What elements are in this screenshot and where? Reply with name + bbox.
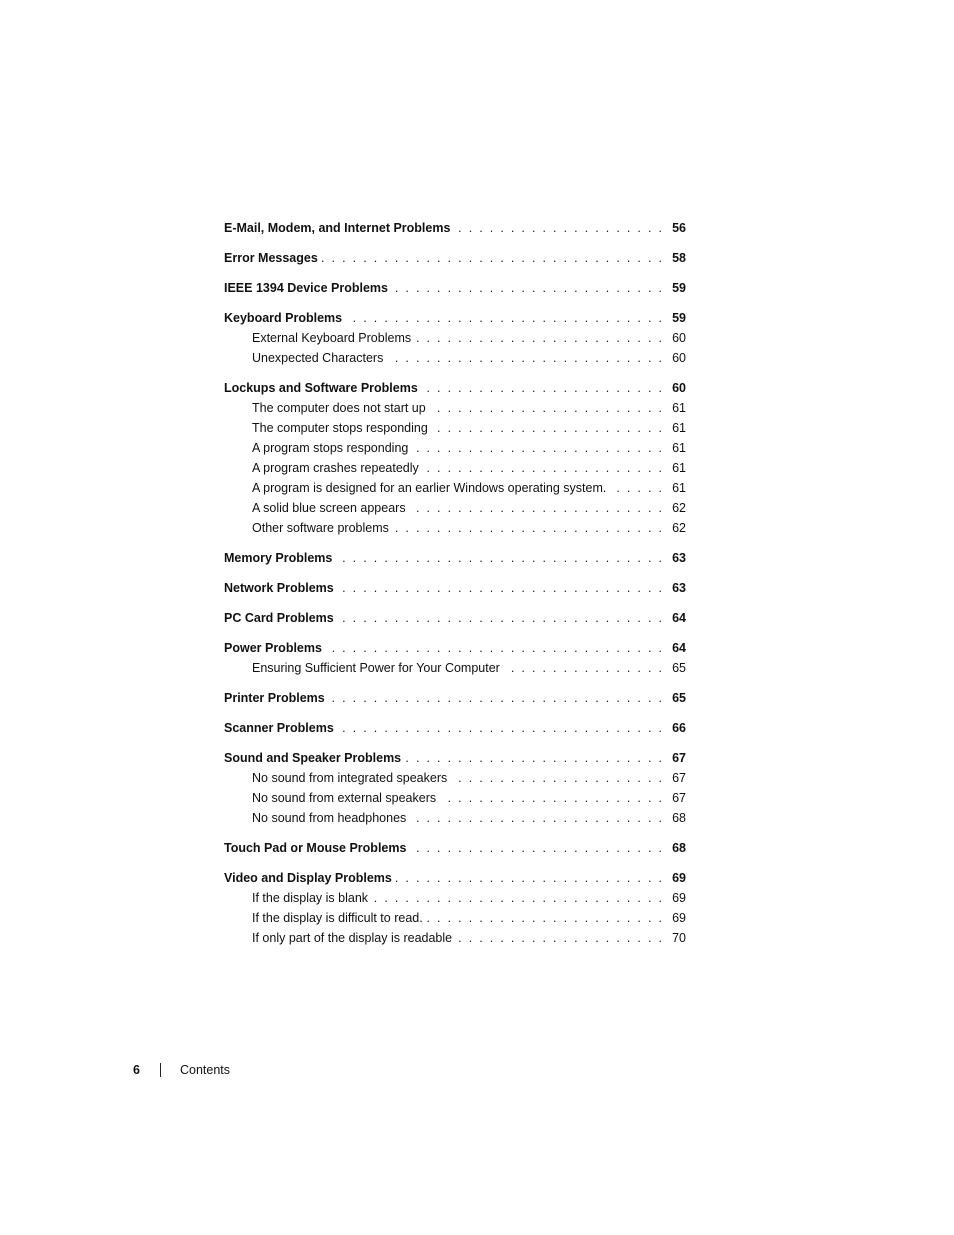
toc-subsection-title: The computer does not start up bbox=[252, 401, 426, 415]
toc-section-entry[interactable] bbox=[224, 578, 686, 598]
toc-subsection-title: If the display is blank bbox=[252, 891, 369, 905]
toc-subsection-page-number: 60 bbox=[672, 351, 686, 365]
toc-subsection-entry[interactable] bbox=[224, 518, 686, 538]
toc-section-page-number: 63 bbox=[672, 551, 686, 565]
toc-subsection-title: A program crashes repeatedly bbox=[252, 461, 419, 475]
table-of-contents bbox=[224, 218, 686, 948]
toc-section-page-number: 59 bbox=[672, 281, 686, 295]
toc-section-title: E-Mail, Modem, and Internet Problems bbox=[224, 221, 451, 235]
toc-section-entry[interactable] bbox=[224, 308, 686, 328]
toc-subsection-title: A solid blue screen appears bbox=[252, 501, 406, 515]
toc-section-page-number: 60 bbox=[672, 381, 686, 395]
toc-subsection-entry[interactable] bbox=[224, 458, 686, 478]
toc-section-page-number: 69 bbox=[672, 871, 686, 885]
toc-section-page-number: 65 bbox=[672, 691, 686, 705]
toc-subsection-entry[interactable] bbox=[224, 768, 686, 788]
toc-dot-leader bbox=[412, 438, 668, 458]
toc-dot-leader bbox=[336, 548, 668, 568]
toc-subsection-page-number: 70 bbox=[672, 931, 686, 945]
toc-dot-leader bbox=[322, 248, 668, 268]
toc-subsection-page-number: 67 bbox=[672, 771, 686, 785]
toc-dot-leader bbox=[410, 498, 668, 518]
toc-subsection-title: A program stops responding bbox=[252, 441, 409, 455]
toc-subsection-title: If the display is difficult to read. bbox=[252, 911, 423, 925]
toc-dot-leader bbox=[396, 868, 668, 888]
toc-subsection-title: The computer stops responding bbox=[252, 421, 428, 435]
toc-subsection-entry[interactable] bbox=[224, 348, 686, 368]
toc-dot-leader bbox=[326, 638, 668, 658]
toc-section-title: Keyboard Problems bbox=[224, 311, 343, 325]
toc-subsection-title: No sound from external speakers bbox=[252, 791, 437, 805]
toc-subsection-entry[interactable] bbox=[224, 888, 686, 908]
toc-subsection-entry[interactable] bbox=[224, 398, 686, 418]
toc-section-title: Touch Pad or Mouse Problems bbox=[224, 841, 407, 855]
toc-section-entry[interactable] bbox=[224, 638, 686, 658]
toc-subsection-title: Other software problems bbox=[252, 521, 389, 535]
toc-subsection-page-number: 61 bbox=[672, 441, 686, 455]
toc-section-title: Printer Problems bbox=[224, 691, 325, 705]
toc-dot-leader bbox=[338, 578, 668, 598]
toc-section-page-number: 56 bbox=[672, 221, 686, 235]
toc-section-page-number: 68 bbox=[672, 841, 686, 855]
toc-section-entry[interactable] bbox=[224, 688, 686, 708]
toc-dot-leader bbox=[410, 808, 668, 828]
toc-subsection-title: Unexpected Characters bbox=[252, 351, 384, 365]
toc-dot-leader bbox=[432, 418, 668, 438]
toc-subsection-entry[interactable] bbox=[224, 928, 686, 948]
toc-section-title: Memory Problems bbox=[224, 551, 333, 565]
toc-dot-leader bbox=[405, 748, 668, 768]
footer-page-number: 6 bbox=[133, 1063, 140, 1077]
toc-dot-leader bbox=[410, 838, 668, 858]
toc-section-entry[interactable] bbox=[224, 608, 686, 628]
toc-subsection-page-number: 68 bbox=[672, 811, 686, 825]
toc-section-entry[interactable] bbox=[224, 718, 686, 738]
toc-dot-leader bbox=[456, 928, 668, 948]
toc-subsection-title: No sound from integrated speakers bbox=[252, 771, 448, 785]
toc-section-title: Video and Display Problems bbox=[224, 871, 392, 885]
toc-section-entry[interactable] bbox=[224, 278, 686, 298]
toc-dot-leader bbox=[392, 278, 668, 298]
toc-subsection-page-number: 62 bbox=[672, 521, 686, 535]
toc-dot-leader bbox=[451, 768, 668, 788]
toc-subsection-page-number: 60 bbox=[672, 331, 686, 345]
toc-section-entry[interactable] bbox=[224, 378, 686, 398]
toc-section-title: Error Messages bbox=[224, 251, 318, 265]
toc-dot-leader bbox=[610, 478, 668, 498]
toc-subsection-entry[interactable] bbox=[224, 438, 686, 458]
toc-dot-leader bbox=[329, 688, 668, 708]
toc-section-entry[interactable] bbox=[224, 548, 686, 568]
toc-subsection-entry[interactable] bbox=[224, 478, 686, 498]
toc-subsection-title: A program is designed for an earlier Windows operating system. bbox=[252, 481, 607, 495]
toc-subsection-title: No sound from headphones bbox=[252, 811, 407, 825]
toc-section-entry[interactable] bbox=[224, 868, 686, 888]
toc-section-title: IEEE 1394 Device Problems bbox=[224, 281, 388, 295]
toc-subsection-entry[interactable] bbox=[224, 498, 686, 518]
toc-section-title: Scanner Problems bbox=[224, 721, 334, 735]
toc-subsection-page-number: 67 bbox=[672, 791, 686, 805]
toc-subsection-entry[interactable] bbox=[224, 328, 686, 348]
footer-section-name: Contents bbox=[180, 1063, 231, 1077]
toc-subsection-entry[interactable] bbox=[224, 658, 686, 678]
toc-subsection-entry[interactable] bbox=[224, 808, 686, 828]
toc-dot-leader bbox=[393, 518, 668, 538]
toc-dot-leader bbox=[504, 658, 668, 678]
toc-dot-leader bbox=[338, 718, 668, 738]
toc-subsection-page-number: 61 bbox=[672, 461, 686, 475]
toc-section-page-number: 59 bbox=[672, 311, 686, 325]
toc-subsection-entry[interactable] bbox=[224, 788, 686, 808]
toc-section-page-number: 67 bbox=[672, 751, 686, 765]
toc-subsection-title: External Keyboard Problems bbox=[252, 331, 412, 345]
toc-section-title: PC Card Problems bbox=[224, 611, 334, 625]
toc-dot-leader bbox=[427, 908, 668, 928]
toc-section-page-number: 63 bbox=[672, 581, 686, 595]
toc-dot-leader bbox=[440, 788, 668, 808]
toc-subsection-entry[interactable] bbox=[224, 418, 686, 438]
page-footer bbox=[133, 1062, 230, 1078]
toc-dot-leader bbox=[338, 608, 668, 628]
toc-subsection-title: Ensuring Sufficient Power for Your Computer bbox=[252, 661, 500, 675]
toc-section-page-number: 66 bbox=[672, 721, 686, 735]
toc-section-title: Lockups and Software Problems bbox=[224, 381, 418, 395]
toc-section-page-number: 64 bbox=[672, 641, 686, 655]
toc-section-entry[interactable] bbox=[224, 218, 686, 238]
toc-section-page-number: 58 bbox=[672, 251, 686, 265]
toc-section-title: Power Problems bbox=[224, 641, 322, 655]
toc-subsection-entry[interactable] bbox=[224, 908, 686, 928]
toc-subsection-page-number: 69 bbox=[672, 891, 686, 905]
toc-dot-leader bbox=[422, 378, 668, 398]
toc-section-entry[interactable] bbox=[224, 748, 686, 768]
toc-dot-leader bbox=[372, 888, 668, 908]
toc-subsection-page-number: 61 bbox=[672, 401, 686, 415]
toc-dot-leader bbox=[346, 308, 668, 328]
toc-dot-leader bbox=[387, 348, 668, 368]
footer-separator bbox=[160, 1063, 161, 1077]
toc-section-page-number: 64 bbox=[672, 611, 686, 625]
toc-dot-leader bbox=[430, 398, 668, 418]
toc-subsection-page-number: 61 bbox=[672, 421, 686, 435]
toc-subsection-title: If only part of the display is readable bbox=[252, 931, 453, 945]
toc-dot-leader bbox=[415, 328, 668, 348]
toc-subsection-page-number: 62 bbox=[672, 501, 686, 515]
toc-section-title: Sound and Speaker Problems bbox=[224, 751, 402, 765]
toc-section-title: Network Problems bbox=[224, 581, 334, 595]
toc-subsection-page-number: 61 bbox=[672, 481, 686, 495]
toc-section-entry[interactable] bbox=[224, 248, 686, 268]
toc-subsection-page-number: 65 bbox=[672, 661, 686, 675]
toc-subsection-page-number: 69 bbox=[672, 911, 686, 925]
toc-dot-leader bbox=[454, 218, 668, 238]
toc-dot-leader bbox=[423, 458, 668, 478]
toc-section-entry[interactable] bbox=[224, 838, 686, 858]
